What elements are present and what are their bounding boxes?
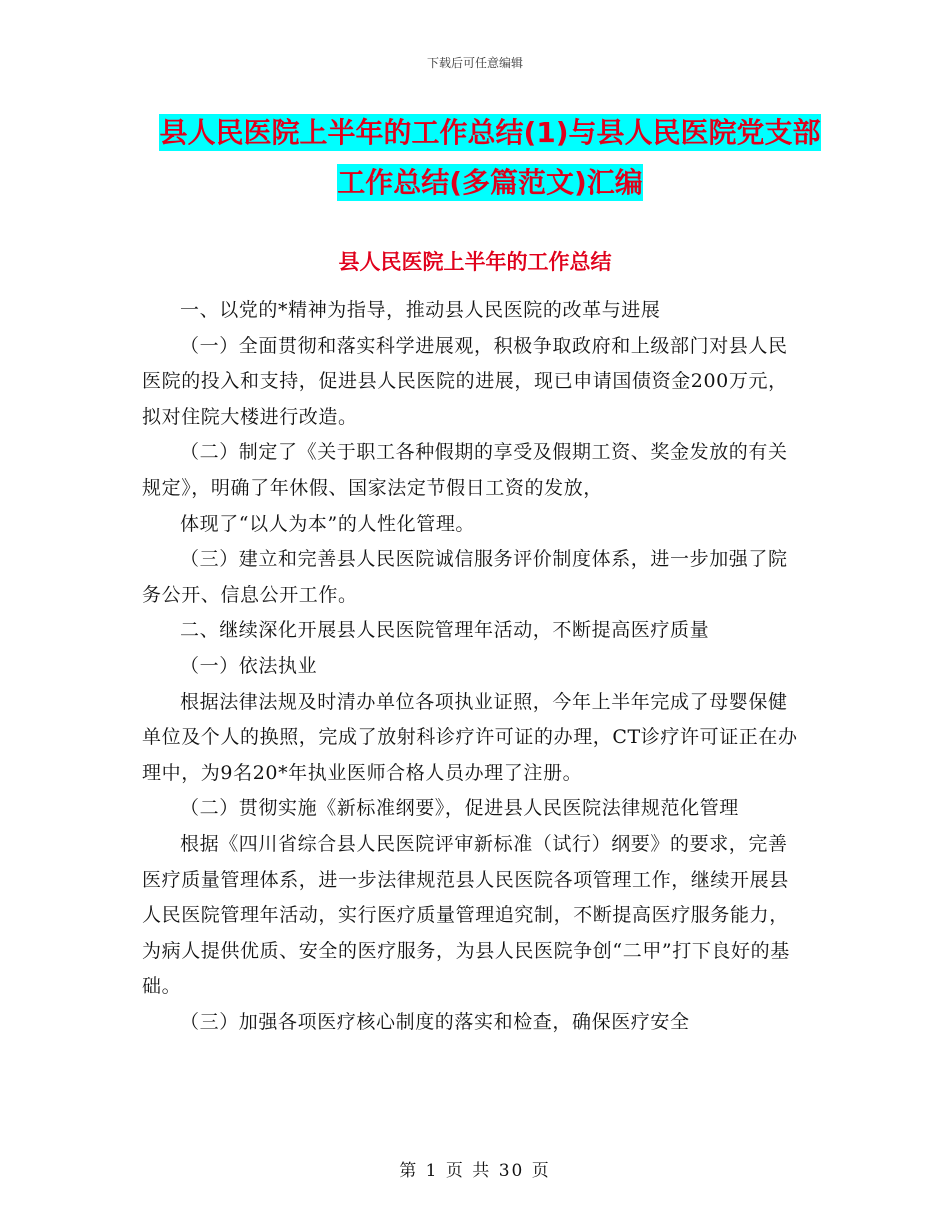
document-title-line-1: 县人民医院上半年的工作总结(1)与县人民医院党支部	[159, 116, 821, 149]
paragraph-5: （三）建立和完善县人民医院诚信服务评价制度体系，进一步加强了院务公开、信息公开工作。	[142, 548, 788, 606]
paragraph-7: （一）依法执业	[180, 654, 318, 677]
page-number-footer: 第 1 页 共 30 页	[399, 1161, 551, 1181]
document-title-line-2: 工作总结(多篇范文)汇编	[337, 166, 643, 199]
paragraph-9: （二）贯彻实施《新标准纲要》，促进县人民医院法律规范化管理	[180, 797, 739, 820]
document-title	[150, 108, 830, 208]
paragraph-10: 根据《四川省综合县人民医院评审新标准（试行）纲要》的要求，完善医疗质量管理体系，进一步法律规范县人民医院各项管理工作，继续开展县人民医院管理年活动，实行医疗质量管理追究制，不断提高医疗服务能力，为病人提供优质、安全的医疗服务，为县人民医院争创“二甲”打下良好的基础。	[142, 832, 790, 998]
paragraph-4: 体现了“以人为本”的人性化管理。	[180, 512, 476, 535]
paragraph-11: （三）加强各项医疗核心制度的落实和检查，确保医疗安全	[180, 1010, 690, 1033]
document-body	[142, 293, 807, 1040]
header-note: 下载后可任意编辑	[426, 56, 523, 70]
paragraph-2: （一）全面贯彻和落实科学进展观，积极争取政府和上级部门对县人民医院的投入和支持，促进县人民医院的进展，现已申请国债资金200万元，拟对住院大楼进行改造。	[142, 334, 788, 428]
paragraph-3: （二）制定了《关于职工各种假期的享受及假期工资、奖金发放的有关规定》，明确了年休假、国家法定节假日工资的发放，	[142, 441, 788, 499]
paragraph-6: 二、继续深化开展县人民医院管理年活动，不断提高医疗质量	[180, 619, 710, 642]
section-title: 县人民医院上半年的工作总结	[338, 250, 612, 274]
paragraph-8: 根据法律法规及时清办单位各项执业证照，今年上半年完成了母婴保健单位及个人的换照，完成了放射科诊疗许可证的办理，CT诊疗许可证正在办理中，为9名20*年执业医师合格人员办理了注册。	[142, 690, 798, 784]
paragraph-1: 一、以党的*精神为指导，推动县人民医院的改革与进展	[180, 299, 661, 321]
